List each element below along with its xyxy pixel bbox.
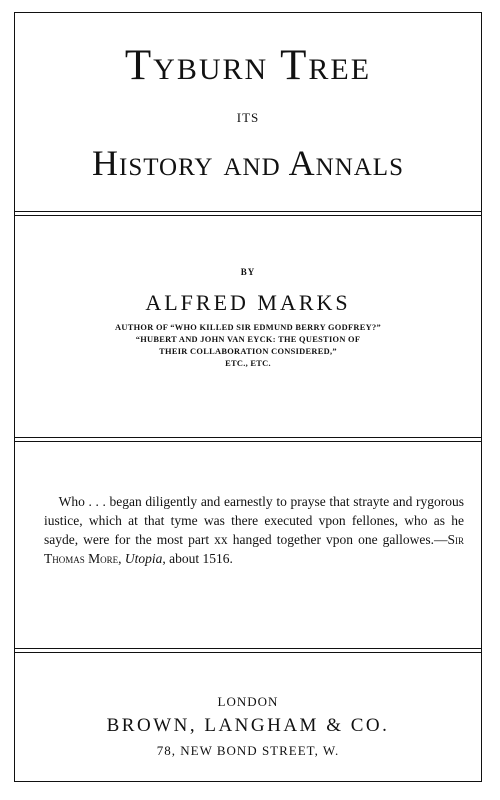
imprint-city: LONDON [217,694,279,709]
author-work-line: ETC., ETC. [225,359,271,368]
by-label: BY [240,267,256,277]
author-work-line: “HUBERT AND JOHN VAN EYCK: THE QUESTION OF [135,335,361,344]
divider-rule [14,648,482,653]
epigraph-text: Who . . . began diligently and earnestly to prayse that strayte and rygorous iustice, which at that tyme was there executed vpon fellones, who as he sayde, were for the most part xx hanged together vpon one gallowes.— [44,494,465,547]
divider-rule [14,437,482,442]
title-line-3: History and Annals [92,143,404,183]
divider-rule [14,211,482,216]
author-work-line: THEIR COLLABORATION CONSIDERED,” [159,347,337,356]
imprint-address: 78, NEW BOND STREET, W. [156,743,340,758]
epigraph-date: about 1516. [169,551,233,566]
epigraph-attribution: Sir Thomas More [44,532,464,566]
epigraph-work: Utopia [124,551,163,566]
epigraph: Who . . . began diligently and earnestly to prayse that strayte and rygorous iustice, which at that tyme was there executed vpon fellones, who as he sayde, were for the most part xx hanged together vpon one gallowes.—Sir Thomas More, Utopia, about 1516. [44,494,465,566]
author-work-line: AUTHOR OF “WHO KILLED SIR EDMUND BERRY GODFREY?” [115,323,381,332]
page-border [14,12,482,782]
author-name: ALFRED MARKS [145,290,351,315]
imprint-publisher: BROWN, LANGHAM & CO. [106,715,390,736]
author-works [14,322,482,370]
title-line-2: ITS [236,110,260,125]
title-line-1: Tyburn Tree [124,42,372,89]
